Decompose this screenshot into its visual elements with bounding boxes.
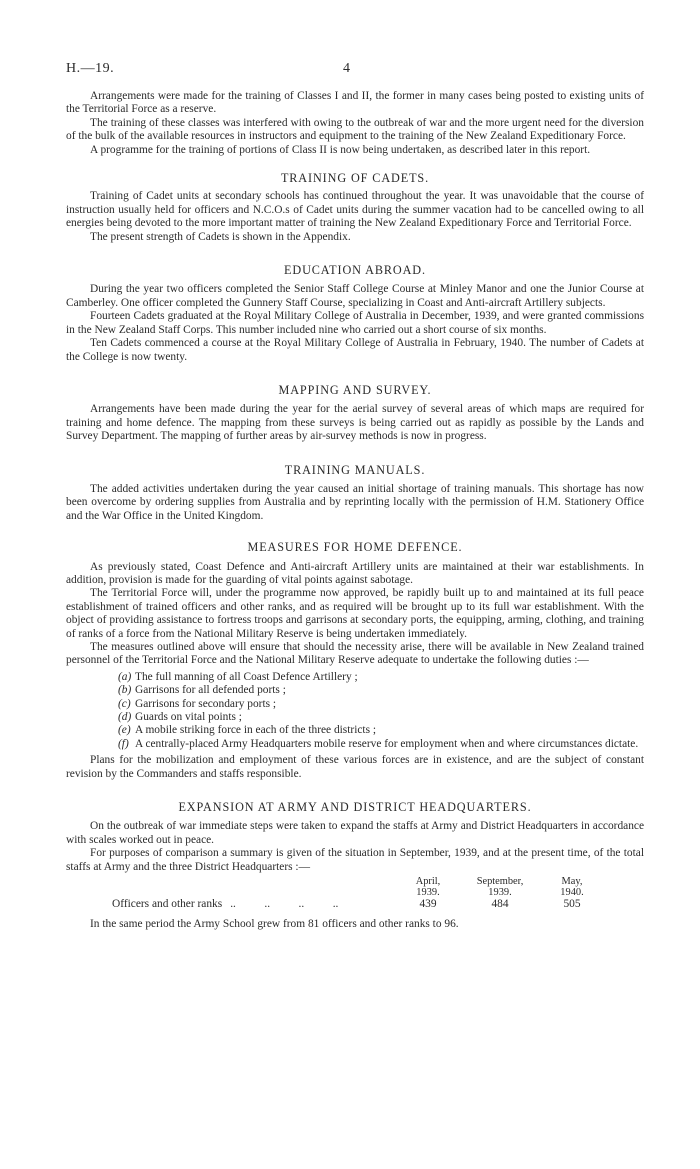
list-item-label: (f) — [118, 737, 129, 750]
paragraph: Training of Cadet units at secondary schools has continued throughout the year. It was unavoidable that the course of instruction usually held for officers and N.C.O.s of Cadet units during the summer vacation had to be cancelled owing to all energies being devoted to the more important matter of training the New Zealand Expeditionary Force and Territorial Force. — [66, 190, 644, 230]
list-item — [118, 711, 644, 724]
manuals-section — [66, 464, 644, 524]
list-item-label: (b) — [118, 684, 132, 697]
page-content — [66, 90, 644, 931]
section-heading: MEASURES FOR HOME DEFENCE. — [247, 540, 463, 555]
list-item — [118, 698, 644, 711]
document-reference: H.—19. — [66, 61, 115, 76]
row-label: Officers and other ranks .. .. .. .. — [112, 898, 339, 911]
duties-list — [66, 671, 644, 751]
classes-section — [66, 90, 644, 157]
table-row — [112, 898, 602, 911]
paragraph: The measures outlined above will ensure that should the necessity arise, there will be available in New Zealand trained personnel of the Territorial Force and the National Military Reserve adequate to undertake the following duties :— — [66, 641, 644, 667]
table-cell: 439 — [419, 898, 437, 911]
list-item — [118, 684, 644, 697]
paragraph: The present strength of Cadets is shown in the Appendix. — [90, 230, 351, 243]
paragraph: Plans for the mobilization and employment of these various forces are in existence, and are the subject of constant revision by the Commanders and staffs responsible. — [66, 754, 644, 780]
section-heading: EXPANSION AT ARMY AND DISTRICT HEADQUARTERS. — [178, 800, 532, 815]
table-cell: 484 — [491, 898, 509, 911]
table-header-row — [112, 876, 602, 898]
paragraph: Ten Cadets commenced a course at the Royal Military College of Australia in February, 1940. The number of Cadets at the College is now twenty. — [66, 337, 644, 363]
section-heading: TRAINING MANUALS. — [284, 462, 426, 477]
column-header: May, 1940. — [560, 876, 584, 899]
list-item-label: (c) — [118, 697, 131, 710]
paragraph: On the outbreak of war immediate steps were taken to expand the staffs at Army and District Headquarters in accordance with scales worked out in peace. — [66, 820, 644, 846]
paragraph: Arrangements have been made during the year for the aerial survey of several areas of which maps are required for training and home defence. The mapping from these surveys is being carried out as rapidly as possible by the Lands and Survey Department. The mapping of further areas by air-survey methods is now in progress. — [66, 403, 644, 443]
paragraph: As previously stated, Coast Defence and Anti-aircraft Artillery units are maintained at their war establishments. In addition, provision is made for the guarding of vital points against sabotage. — [66, 560, 644, 586]
column-header: September, 1939. — [476, 876, 524, 899]
paragraph: Fourteen Cadets graduated at the Royal Military College of Australia in December, 1939, and were granted commissions in the New Zealand Staff Corps. This number included nine who carried out a short course of six months. — [66, 310, 644, 336]
section-heading: EDUCATION ABROAD. — [284, 263, 426, 278]
paragraph: During the year two officers completed the Senior Staff College Course at Minley Manor and one the Junior Course at Camberley. One officer completed the Gunnery Staff Course, specializing in Coast and Anti-aircraft Artillery subjects. — [66, 283, 644, 309]
list-item-text: The full manning of all Coast Defence Artillery ; — [135, 670, 358, 683]
staff-summary-table — [112, 876, 602, 911]
list-item — [118, 724, 644, 737]
list-item-label: (d) — [118, 711, 132, 724]
section-heading: MAPPING AND SURVEY. — [278, 382, 432, 397]
paragraph: A programme for the training of portions of Class II is now being undertaken, as described later in this report. — [90, 143, 591, 156]
expansion-section — [66, 801, 644, 931]
paragraph: The training of these classes was interfered with owing to the outbreak of war and the more urgent need for the diversion of the bulk of the available resources in instructors and equipment to the training of the New Zealand Expeditionary Force. — [66, 116, 644, 143]
paragraph: The added activities undertaken during the year caused an initial shortage of training manuals. This shortage has now been overcome by ordering supplies from Australia and by reprinting locally with the permission of H.M. Stationery Office and the War Office in the United Kingdom. — [66, 482, 644, 522]
list-item — [118, 671, 644, 684]
paragraph: Arrangements were made for the training of Classes I and II, the former in many cases being posted to existing units of the Territorial Force as a reserve. — [66, 90, 644, 116]
list-item-text: A mobile striking force in each of the three districts ; — [135, 724, 377, 737]
table-cell: 505 — [563, 898, 581, 911]
home-defence-section — [66, 541, 644, 781]
list-item-label: (e) — [118, 724, 131, 737]
page-number: 4 — [343, 61, 350, 76]
column-header: April, 1939. — [415, 876, 441, 899]
list-item-text: A centrally-placed Army Headquarters mobile reserve for employment when and where circumstances dictate. — [135, 737, 639, 750]
mapping-section — [66, 384, 644, 444]
education-section — [66, 264, 644, 364]
paragraph: The Territorial Force will, under the programme now approved, be rapidly built up to and maintained at its full peace establishment of trained officers and other ranks, and as required will be brought up to its full war establishment. With the object of providing assistance to fortress troops and garrisons at secondary ports, the equipping, arming, clothing, and training of ranks of a force from the National Military Reserve is being undertaken immediately. — [66, 587, 644, 640]
cadets-section — [66, 172, 644, 244]
list-item-text: Guards on vital points ; — [135, 711, 242, 724]
list-item — [118, 738, 644, 751]
paragraph: For purposes of comparison a summary is given of the situation in September, 1939, and at the present time, of the total staffs at Army and the three District Headquarters :— — [66, 847, 644, 873]
list-item-text: Garrisons for all defended ports ; — [135, 684, 286, 697]
list-item-label: (a) — [118, 670, 132, 683]
section-heading: TRAINING OF CADETS. — [280, 171, 430, 186]
list-item-text: Garrisons for secondary ports ; — [135, 697, 277, 710]
paragraph: In the same period the Army School grew from 81 officers and other ranks to 96. — [90, 917, 459, 930]
